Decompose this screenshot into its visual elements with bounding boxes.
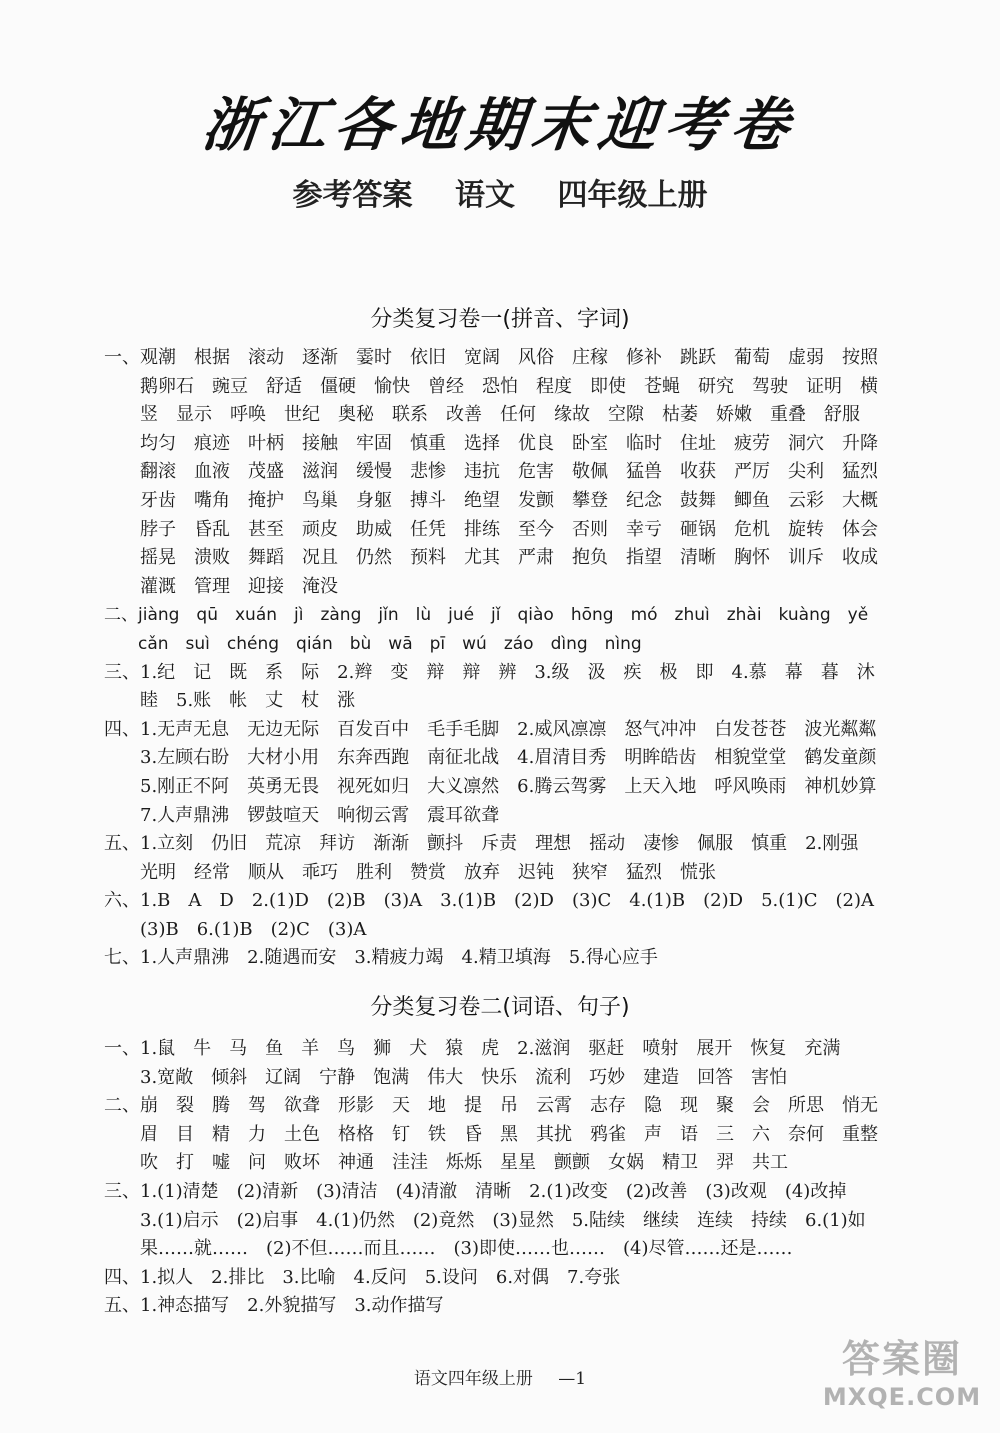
answer-line: 三、1.(1)清楚 (2)清新 (3)清洁 (4)清澈 清晰 2.(1)改变 (2)改善 (3)改观 (4)改掉 xyxy=(104,1180,847,1202)
answer-line: 光明 经常 顺从 乖巧 胜利 赞赏 放弃 迟钝 狭窄 猛烈 慌张 xyxy=(104,861,716,883)
answer-line: 脖子 昏乱 甚至 顽皮 助威 任凭 排练 至今 否则 幸亏 砸锅 危机 旋转 体会 xyxy=(104,518,878,540)
subtitle-grade: 四年级上册 xyxy=(557,178,708,213)
answer-line: 3.左顾右盼 大材小用 东奔西跑 南征北战 4.眉清目秀 明眸皓齿 相貌堂堂 鹤发童颜 xyxy=(104,747,877,769)
answer-line: 竖 显示 呼唤 世纪 奥秘 联系 改善 任何 缘故 空隙 枯萎 娇嫩 重叠 舒服 xyxy=(104,404,860,426)
answer-line: 三、1.纪 记 既 系 际 2.辫 变 辩 辩 辨 3.级 汲 疾 极 即 4.慕 幕 暮 沐 xyxy=(104,661,875,683)
answer-line: 灌溉 管理 迎接 淹没 xyxy=(104,575,338,597)
answer-line: 3.宽敞 倾斜 辽阔 宁静 饱满 伟大 快乐 流利 巧妙 建造 回答 害怕 xyxy=(104,1066,788,1088)
answer-line: 5.刚正不阿 英勇无畏 视死如归 大义凛然 6.腾云驾雾 上天入地 呼风唤雨 神机妙算 xyxy=(104,775,877,797)
subtitle-subject: 语文 xyxy=(455,178,515,213)
answer-line: 六、1.B A D 2.(1)D (2)B (3)A 3.(1)B (2)D (3)C 4.(1)B (2)D 5.(1)C (2)A xyxy=(104,890,875,912)
watermark-url-text: MXQE.COM xyxy=(822,1383,982,1411)
answer-line: 二、崩 裂 腾 驾 欲聋 形影 天 地 提 吊 云霄 志存 隐 现 聚 会 所思 悄无 xyxy=(104,1095,878,1117)
page-number: —1 xyxy=(558,1369,587,1389)
answer-line: 吹 打 嘘 问 败坏 神通 洼洼 烁烁 星星 颤颤 女娲 精卫 羿 共工 xyxy=(104,1152,788,1174)
page-subtitle xyxy=(0,170,1000,214)
answer-line: 翻滚 血液 茂盛 滋润 缓慢 悲惨 违抗 危害 敬佩 猛兽 收获 严厉 尖利 猛烈 xyxy=(104,461,878,483)
answer-line: 果……就…… (2)不但……而且…… (3)即使……也…… (4)尽管……还是…… xyxy=(104,1238,793,1260)
section-2-answers xyxy=(104,1035,966,1321)
answer-line: 7.人声鼎沸 锣鼓喧天 响彻云霄 震耳欲聋 xyxy=(104,804,500,826)
pinyin-line: cǎn suì chéng qián bù wā pī wú záo dìng nìng xyxy=(104,633,642,654)
section-heading-1: 分类复习卷一(拼音、字词) xyxy=(370,307,630,332)
answer-line: 均匀 痕迹 叶柄 接触 牢固 慎重 选择 优良 卧室 临时 住址 疲劳 洞穴 升降 xyxy=(104,432,878,454)
watermark-logo xyxy=(822,1328,982,1411)
section-1-answers xyxy=(104,344,966,973)
answer-line: (3)B 6.(1)B (2)C (3)A xyxy=(104,918,367,940)
answer-line: 3.(1)启示 (2)启事 4.(1)仍然 (2)竟然 (3)显然 5.陆续 继续 连续 持续 6.(1)如 xyxy=(104,1209,866,1231)
page-title: 浙江各地期末迎考卷 xyxy=(198,91,801,159)
answer-line: 七、1.人声鼎沸 2.随遇而安 3.精疲力竭 4.精卫填海 5.得心应手 xyxy=(104,947,658,969)
answer-line: 四、1.无声无息 无边无际 百发百中 毛手毛脚 2.威风凛凛 怒气冲冲 白发苍苍 波光粼粼 xyxy=(104,718,877,740)
answer-line: 牙齿 嘴角 掩护 鸟巢 身躯 搏斗 绝望 发颤 攀登 纪念 鼓舞 鲫鱼 云彩 大概 xyxy=(104,489,878,511)
answer-line: 鹅卵石 豌豆 舒适 僵硬 愉快 曾经 恐怕 程度 即使 苍蝇 研究 驾驶 证明 横 xyxy=(104,375,878,397)
answer-line: 睦 5.账 帐 丈 杖 涨 xyxy=(104,690,356,712)
section-heading-2: 分类复习卷二(词语、句子) xyxy=(370,995,630,1020)
pinyin-line: 二、jiàng qū xuán jì zàng jǐn lù jué jǐ qiào hōng mó zhuì zhài kuàng yě xyxy=(104,605,869,626)
footer-subject: 语文四年级上册 xyxy=(413,1369,533,1389)
watermark-main-text: 答案圈 xyxy=(841,1337,962,1381)
answer-line: 四、1.拟人 2.排比 3.比喻 4.反问 5.设问 6.对偶 7.夸张 xyxy=(104,1266,621,1288)
answer-line: 眉 目 精 力 土色 格格 钉 铁 昏 黑 其扰 鸦雀 声 语 三 六 奈何 重整 xyxy=(104,1123,878,1145)
answer-line: 一、1.鼠 牛 马 鱼 羊 鸟 狮 犬 猿 虎 2.滋润 驱赶 喷射 展开 恢复 充满 xyxy=(104,1038,841,1059)
answer-line: 五、1.立刻 仍旧 荒凉 拜访 渐渐 颤抖 斥责 理想 摇动 凄惨 佩服 慎重 2.刚强 xyxy=(104,833,859,855)
answer-line: 五、1.神态描写 2.外貌描写 3.动作描写 xyxy=(104,1295,444,1317)
answer-line: 摇晃 溃败 舞蹈 况且 仍然 预料 尤其 严肃 抱负 指望 清晰 胸怀 训斥 收成 xyxy=(104,547,878,569)
subtitle-answer-label: 参考答案 xyxy=(292,178,413,213)
answer-line: 一、观潮 根据 滚动 逐渐 霎时 依旧 宽阔 风俗 庄稼 修补 跳跃 葡萄 虚弱 按照 xyxy=(104,347,878,368)
